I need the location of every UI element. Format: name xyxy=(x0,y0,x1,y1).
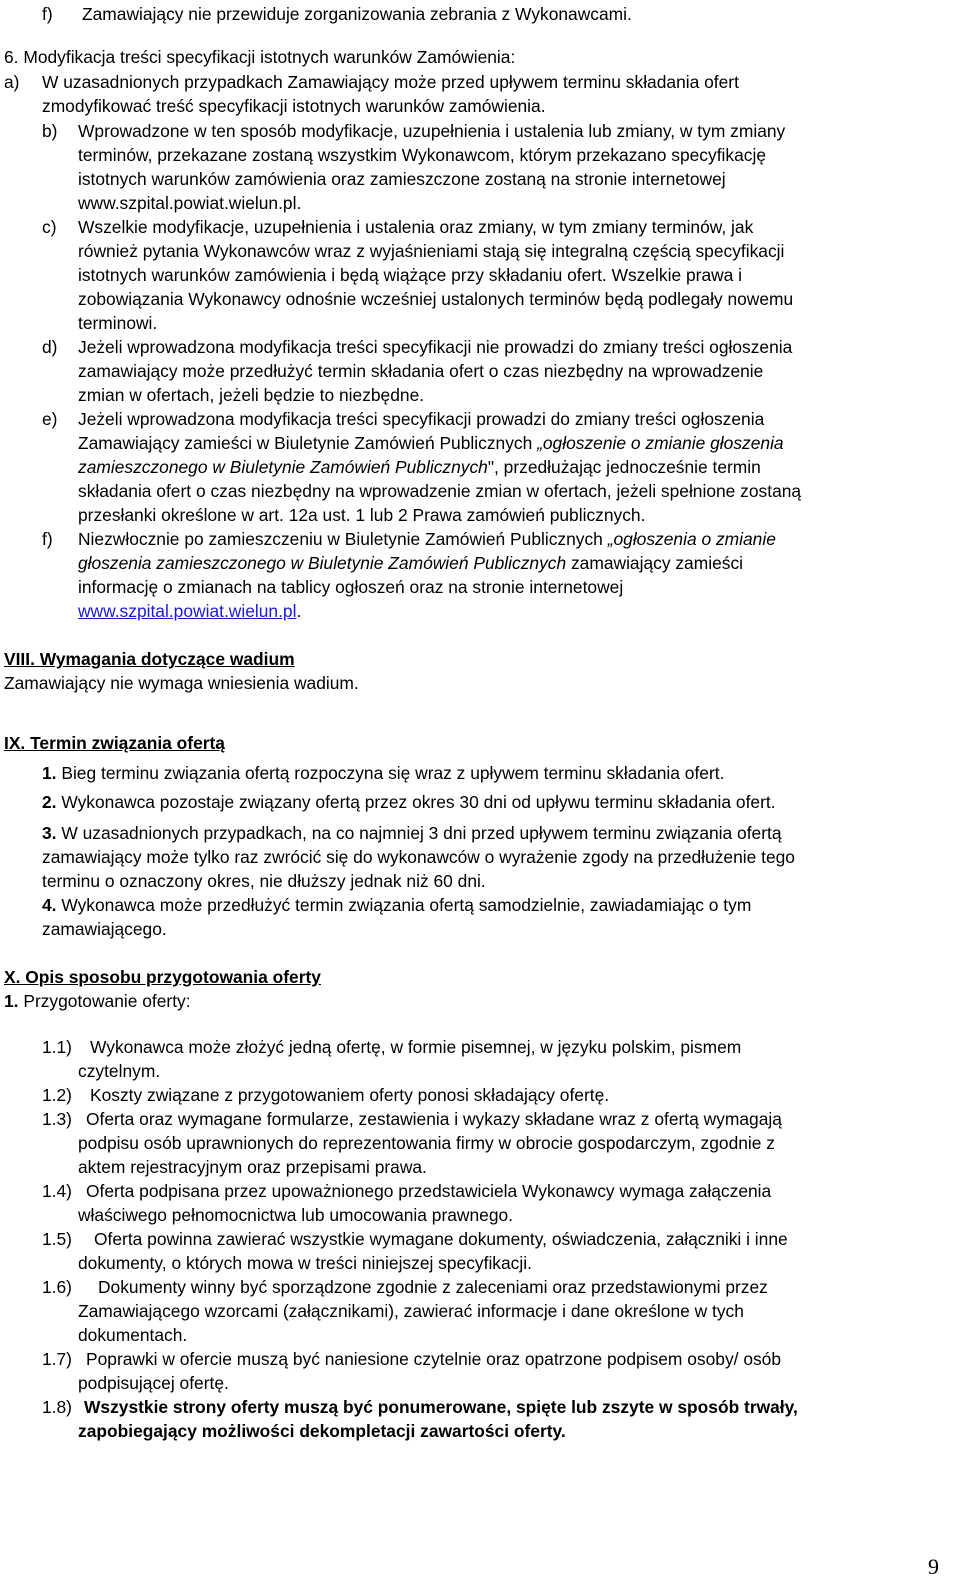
paragraph-line: zamawiający może tylko raz zwrócić się do wykonawców o wyrażenie zgody na przedłużenie tego xyxy=(42,847,795,867)
paragraph-line: zapobiegający możliwości dekompletacji zawartości oferty. xyxy=(78,1421,566,1441)
text-run: W uzasadnionych przypadkach, na co najmniej 3 dni przed upływem terminu związania ofertą xyxy=(56,823,782,843)
text-run: Bieg terminu związania ofertą rozpoczyna się wraz z upływem terminu składania ofert. xyxy=(56,763,725,783)
paragraph-line: czytelnym. xyxy=(78,1061,161,1081)
paragraph-line: Wszelkie modyfikacje, uzupełnienia i ustalenia oraz zmiany, w tym zmiany terminów, jak xyxy=(78,217,754,237)
paragraph-line: terminu o oznaczony okres, nie dłuższy jednak niż 60 dni. xyxy=(42,871,486,891)
paragraph-line: aktem rejestracyjnym oraz przepisami prawa. xyxy=(78,1157,427,1177)
item-label: f) xyxy=(42,4,53,24)
item-number: 2. xyxy=(42,792,57,812)
quoted-title: „ogłoszenie o zmianie głoszenia xyxy=(537,433,784,453)
list-item xyxy=(42,790,776,814)
item-label: a) xyxy=(4,72,20,92)
paragraph-line: istotnych warunków zamówienia oraz zamieszczone zostaną na stronie internetowej xyxy=(78,169,726,189)
paragraph-line: również pytania Wykonawców wraz z wyjaśnieniami stają się integralną częścią specyfikacji xyxy=(78,241,785,261)
paragraph-line xyxy=(78,431,942,455)
list-item xyxy=(42,893,751,917)
text-run: Zamawiający zamieści w Biuletynie Zamówień Publicznych xyxy=(78,433,538,453)
paragraph-line: Jeżeli wprowadzona modyfikacja treści specyfikacji nie prowadzi do zmiany treści ogłoszenia xyxy=(78,337,793,357)
paragraph-line: istotnych warunków zamówienia i będą wiążące przy składaniu ofert. Wszelkie prawa i xyxy=(78,265,743,285)
item-number: 1.1) xyxy=(42,1037,72,1057)
paragraph-line: Wykonawca może złożyć jedną ofertę, w formie pisemnej, w języku polskim, pismem xyxy=(90,1037,742,1057)
list-item xyxy=(42,761,724,785)
paragraph-line: zmian w ofertach, jeżeli będzie to niezbędne. xyxy=(78,385,425,405)
text-run: Wykonawca może przedłużyć termin związania ofertą samodzielnie, zawiadamiając o tym xyxy=(56,895,752,915)
subsection-title xyxy=(4,989,191,1013)
item-label: d) xyxy=(42,337,58,357)
paragraph-line xyxy=(78,599,301,623)
paragraph-line: podpisu osób uprawnionych do reprezentowania firmy w obrocie gospodarczym, zgodnie z xyxy=(78,1133,775,1153)
paragraph-line: Wprowadzone w ten sposób modyfikacje, uzupełnienia i ustalenia lub zmiany, w tym zmiany xyxy=(78,121,786,141)
quoted-title: głoszenia zamieszczonego w Biuletynie Zamówień Publicznych xyxy=(78,553,567,573)
paragraph-line: zmodyfikować treść specyfikacji istotnych warunków zamówienia. xyxy=(42,96,546,116)
paragraph-line: Wszystkie strony oferty muszą być ponumerowane, spięte lub zszyte w sposób trwały, xyxy=(84,1397,798,1417)
paragraph-line: przesłanki określone w art. 12a ust. 1 lub 2 Prawa zamówień publicznych. xyxy=(78,505,646,525)
website-link[interactable]: www.szpital.powiat.wielun.pl xyxy=(78,601,297,621)
section-heading: X. Opis sposobu przygotowania oferty xyxy=(4,967,321,987)
paragraph-line: Zamawiający nie wymaga wniesienia wadium. xyxy=(4,673,359,693)
item-number: 1. xyxy=(42,763,57,783)
paragraph-line xyxy=(78,551,942,575)
paragraph-line: dokumentach. xyxy=(78,1325,188,1345)
item-number: 1.6) xyxy=(42,1277,72,1297)
paragraph-line: terminów, przekazane zostaną wszystkim Wykonawcom, którym przekazano specyfikację xyxy=(78,145,766,165)
paragraph-line: zamawiający może przedłużyć termin składania ofert o czas niezbędny na wprowadzenie xyxy=(78,361,764,381)
item-number: 3. xyxy=(42,823,57,843)
section-heading: VIII. Wymagania dotyczące wadium xyxy=(4,649,295,669)
section-heading: IX. Termin związania ofertą xyxy=(4,733,225,753)
paragraph-line: Dokumenty winny być sporządzone zgodnie z zaleceniami oraz przedstawionymi przez xyxy=(98,1277,768,1297)
item-number: 1.8) xyxy=(42,1397,72,1417)
paragraph-line: Koszty związane z przygotowaniem oferty ponosi składający ofertę. xyxy=(90,1085,610,1105)
list-item xyxy=(42,821,782,845)
section-title: 6. Modyfikacja treści specyfikacji istotnych warunków Zamówienia: xyxy=(4,47,516,67)
paragraph-line: terminowi. xyxy=(78,313,158,333)
paragraph-line: składania ofert o czas niezbędny na wprowadzenie zmian w ofertach, jeżeli spełnione zostaną xyxy=(78,481,802,501)
page-number: 9 xyxy=(928,1554,939,1579)
paragraph-line: Zamawiającego wzorcami (załącznikami), zawierać informacje i dane określone w tych xyxy=(78,1301,744,1321)
paragraph-line: Oferta powinna zawierać wszystkie wymagane dokumenty, oświadczenia, załączniki i inne xyxy=(94,1229,788,1249)
text-run: Wykonawca pozostaje związany ofertą przez okres 30 dni od upływu terminu składania ofert. xyxy=(56,792,776,812)
item-number: 1.2) xyxy=(42,1085,72,1105)
item-label: c) xyxy=(42,217,57,237)
paragraph-line: Jeżeli wprowadzona modyfikacja treści specyfikacji prowadzi do zmiany treści ogłoszenia xyxy=(78,409,765,429)
item-number: 1.7) xyxy=(42,1349,72,1369)
text-run: Niezwłocznie po zamieszczeniu w Biuletynie Zamówień Publicznych xyxy=(78,529,608,549)
item-number: 1. xyxy=(4,991,19,1011)
text-run: Przygotowanie oferty: xyxy=(18,991,191,1011)
paragraph-line xyxy=(78,527,942,551)
paragraph-line: informację o zmianach na tablicy ogłoszeń oraz na stronie internetowej xyxy=(78,577,624,597)
paragraph-line: właściwego pełnomocnictwa lub umocowania prawnego. xyxy=(78,1205,514,1225)
text-run: zamawiający zamieści xyxy=(566,553,744,573)
item-label: b) xyxy=(42,121,58,141)
paragraph-line: dokumenty, o których mowa w treści niniejszej specyfikacji. xyxy=(78,1253,532,1273)
paragraph-line: www.szpital.powiat.wielun.pl. xyxy=(78,193,302,213)
paragraph-line: podpisującej ofertę. xyxy=(78,1373,229,1393)
paragraph-line: Oferta oraz wymagane formularze, zestawienia i wykazy składane wraz z ofertą wymagają xyxy=(86,1109,782,1129)
paragraph-line: W uzasadnionych przypadkach Zamawiający może przed upływem terminu składania ofert xyxy=(42,72,739,92)
paragraph-line xyxy=(78,455,942,479)
paragraph-line: zobowiązania Wykonawcy odnośnie wcześniej ustalonych terminów będą podlegały nowemu xyxy=(78,289,794,309)
item-number: 4. xyxy=(42,895,57,915)
item-number: 1.5) xyxy=(42,1229,72,1249)
item-label: f) xyxy=(42,529,53,549)
text-run: . xyxy=(296,601,302,621)
item-number: 1.4) xyxy=(42,1181,72,1201)
quoted-title: zamieszczonego w Biuletynie Zamówień Publicznych xyxy=(78,457,488,477)
quoted-title: „ogłoszenia o zmianie xyxy=(607,529,776,549)
paragraph-line: Poprawki w ofercie muszą być naniesione czytelnie oraz opatrzone podpisem osoby/ osób xyxy=(86,1349,782,1369)
item-number: 1.3) xyxy=(42,1109,72,1129)
item-label: e) xyxy=(42,409,58,429)
paragraph-line: Zamawiający nie przewiduje zorganizowania zebrania z Wykonawcami. xyxy=(82,4,632,24)
paragraph-line: zamawiającego. xyxy=(42,919,167,939)
paragraph-line: Oferta podpisana przez upoważnionego przedstawiciela Wykonawcy wymaga załączenia xyxy=(86,1181,772,1201)
text-run: ", przedłużając jednocześnie termin xyxy=(487,457,761,477)
